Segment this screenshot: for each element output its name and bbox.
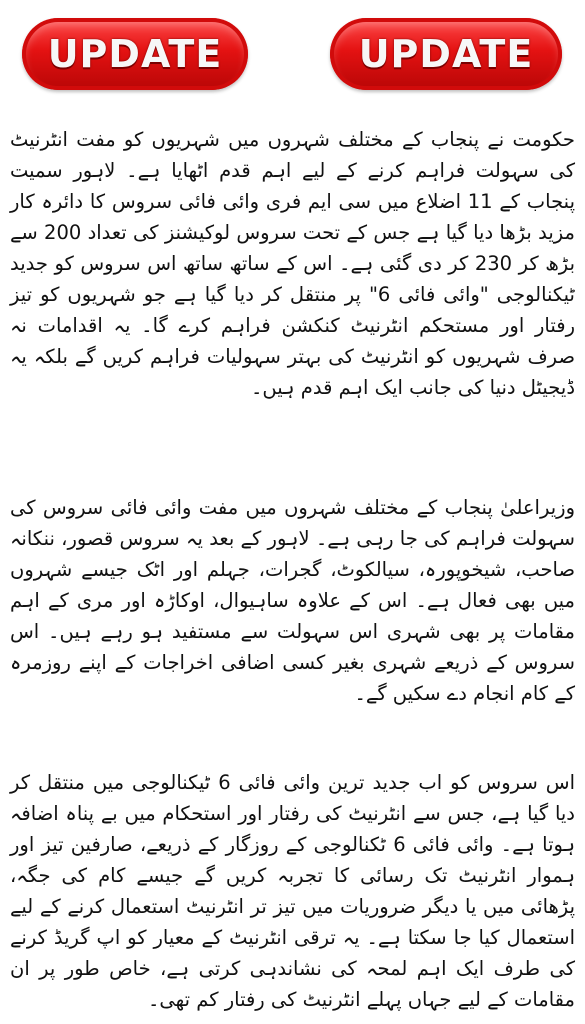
header-badges <box>0 0 585 95</box>
update-badge-right <box>330 18 562 90</box>
update-badge-right-label: UPDATE <box>358 32 534 76</box>
article-paragraph-2: وزیراعلیٰ پنجاب کے مختلف شہروں میں مفت وائی فائی سروس کی سہولت فراہم کی جا رہی ہے۔ لاہور کے بعد یہ سروس قصور، ننکانہ صاحب، شیخوپورہ، سیالکوٹ، گجرات، جہلم اور اٹک جیسے شہروں میں بھی فعال ہے۔ اس کے علاوہ ساہیوال، اوکاڑہ اور مری کے اہم مقامات پر بھی شہری اس سہولت سے مستفید ہو رہے ہیں۔ اس سروس کے ذریعے شہری بغیر کسی اضافی اخراجات کے اپنے روزمرہ کے کام انجام دے سکیں گے۔ <box>10 495 575 705</box>
update-badge-left <box>22 18 248 90</box>
update-badge-left-label: UPDATE <box>47 32 223 76</box>
article-paragraph-3: اس سروس کو اب جدید ترین وائی فائی 6 ٹیکنالوجی میں منتقل کر دیا گیا ہے، جس سے انٹرنیٹ کی رفتار اور استحکام میں بے پناہ اضافہ ہوتا ہے۔ وائی فائی 6 ٹکنالوجی کے روزگار کے ذریعے، صارفین تیز اور ہموار انٹرنیٹ تک رسائی کا تجربہ کریں گے جیسے کام کی جگہ، پڑھائی میں یا دیگر ضروریات میں تیز تر انٹرنیٹ استعمال کرنے کے لیے استعمال کیا جا سکتا ہے۔ یہ ترقی انٹرنیٹ کے معیار کو اپ گریڈ کرنے کی طرف ایک اہم لمحہ کی نشاندہی کرتی ہے، خاص طور پر ان مقامات کے لیے جہاں پہلے انٹرنیٹ کی رفتار کم تھی۔ <box>10 770 576 1011</box>
article-paragraph-1: حکومت نے پنجاب کے مختلف شہروں میں شہریوں کو مفت انٹرنیٹ کی سہولت فراہم کرنے کے لیے اہم قدم اٹھایا ہے۔ لاہور سمیت پنجاب کے 11 اضلاع میں سی ایم فری وائی فائی سروس کا دائرہ کار مزید بڑھا دیا گیا ہے جس کے تحت سروس لوکیشنز کی تعداد 200 سے بڑھ کر 230 کر دی گئی ہے۔ اس کے ساتھ ساتھ اس سروس کو جدید ٹیکنالوجی "وائی فائی 6" پر منتقل کر دیا گیا ہے جو شہریوں کو تیز رفتار اور مستحکم انٹرنیٹ کنکشن فراہم کرے گا۔ یہ اقدامات نہ صرف شہریوں کو انٹرنیٹ کی بہتر سہولیات فراہم کریں گے بلکہ یہ ڈیجیٹل دنیا کی جانب ایک اہم قدم ہیں۔ <box>10 127 575 399</box>
